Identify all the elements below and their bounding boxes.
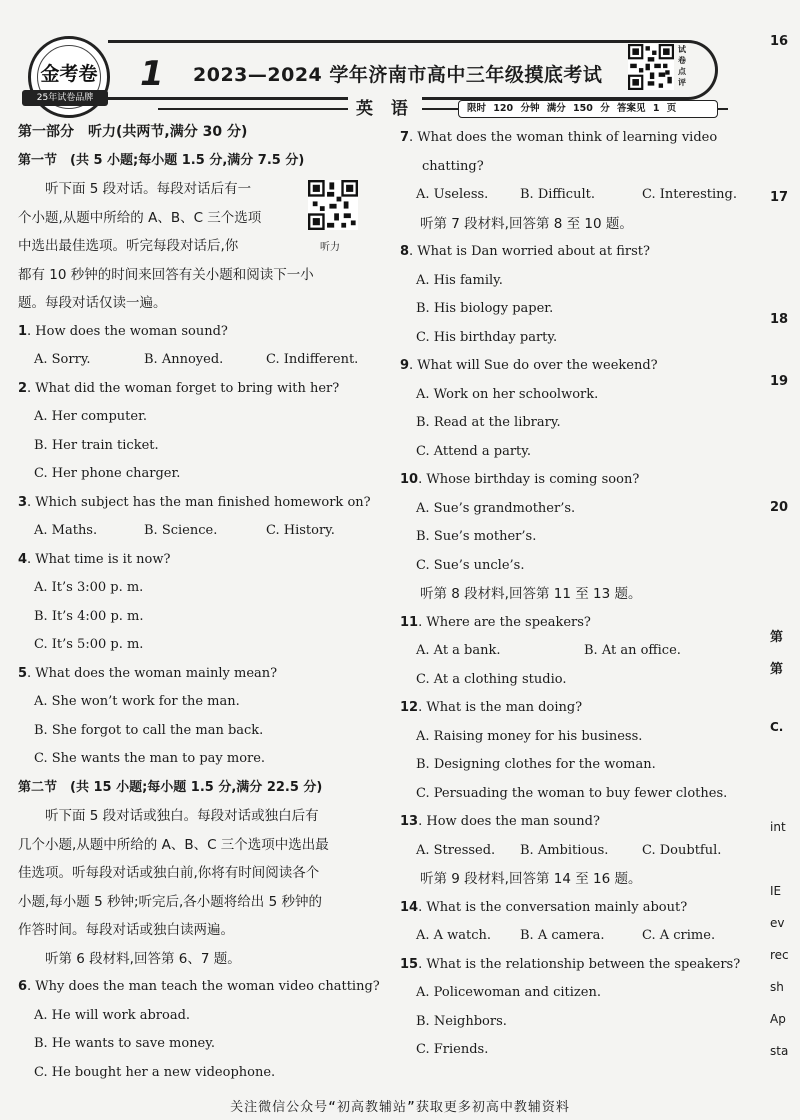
listening-instruction: 听第 9 段材料,回答第 14 至 16 题。 bbox=[420, 871, 642, 887]
listening-label: 听力 bbox=[320, 242, 340, 253]
paper-header bbox=[18, 30, 718, 120]
option[interactable]: C. Doubtful. bbox=[642, 842, 722, 858]
brand-logo-text: 金考卷 bbox=[40, 63, 98, 85]
paper-number: 1 bbox=[140, 54, 164, 94]
section2-intro-line: 作答时间。每段对话或独白读两遍。 bbox=[18, 922, 234, 938]
option[interactable]: B. Sue’s mother’s. bbox=[416, 529, 537, 544]
section1-title: 第一节 (共 5 小题;每小题 1.5 分,满分 7.5 分) bbox=[18, 152, 305, 168]
option[interactable]: C. Sue’s uncle’s. bbox=[416, 557, 525, 573]
section1-intro-line: 听下面 5 段对话。每段对话后有一 bbox=[45, 181, 252, 197]
option[interactable]: C. She wants the man to pay more. bbox=[34, 751, 266, 766]
question-3-options bbox=[18, 517, 383, 546]
option[interactable]: B. Designing clothes for the woman. bbox=[416, 757, 656, 772]
section2-intro-line: 几个小题,从题中所给的 A、B、C 三个选项中选出最 bbox=[18, 836, 329, 853]
option[interactable]: B. Annoyed. bbox=[144, 352, 224, 367]
option[interactable]: B. Science. bbox=[144, 523, 218, 538]
option[interactable]: A. Her computer. bbox=[34, 409, 147, 424]
option[interactable]: A. Useless. bbox=[416, 187, 489, 202]
option[interactable]: A. Stressed. bbox=[416, 842, 496, 858]
option[interactable]: C. Friends. bbox=[416, 1042, 489, 1057]
question-14-options bbox=[400, 922, 770, 951]
footer-notice: 关注微信公众号“初高教辅站”获取更多初高中教辅资料 bbox=[230, 1100, 570, 1115]
qr-side-text: 试卷点评 bbox=[678, 45, 686, 87]
option[interactable]: B. At an office. bbox=[584, 643, 681, 658]
option[interactable]: C. At a clothing studio. bbox=[416, 671, 567, 687]
option[interactable]: B. Read at the library. bbox=[416, 415, 561, 430]
question-1-options bbox=[18, 346, 383, 375]
section2-title: 第二节 (共 15 小题;每小题 1.5 分,满分 22.5 分) bbox=[18, 779, 323, 795]
question-13-options bbox=[400, 837, 770, 866]
option[interactable]: B. A camera. bbox=[520, 928, 605, 943]
section1-intro-line: 题。每段对话仅读一遍。 bbox=[18, 295, 167, 311]
option[interactable]: A. Work on her schoolwork. bbox=[416, 386, 599, 402]
exam-meta: 限时 120 分钟 满分 150 分 答案见 1 页 bbox=[458, 100, 718, 118]
section2-intro-line: 小题,每小题 5 秒钟;听完后,各小题将给出 5 秒钟的 bbox=[18, 893, 322, 910]
edge-question-number: 19 bbox=[770, 374, 789, 389]
listening-qr-code-icon[interactable] bbox=[308, 180, 358, 230]
option[interactable]: A. A watch. bbox=[416, 928, 492, 943]
question-10: 10. Whose birthday is coming soon? bbox=[400, 472, 640, 487]
subject-title: 英 语 bbox=[348, 94, 422, 119]
option[interactable]: A. Raising money for his business. bbox=[416, 728, 643, 744]
option[interactable]: B. He wants to save money. bbox=[34, 1036, 216, 1051]
option[interactable]: B. Ambitious. bbox=[520, 842, 609, 858]
section1-intro-line: 中选出最佳选项。听完每段对话后,你 bbox=[18, 238, 239, 254]
section1-intro-line: 个小题,从题中所给的 A、B、C 三个选项 bbox=[18, 209, 262, 226]
edge-text: sh bbox=[770, 980, 784, 994]
question-7-continued: chatting? bbox=[422, 158, 484, 174]
qr-code-icon[interactable] bbox=[628, 44, 674, 90]
question-8: 8. What is Dan worried about at first? bbox=[400, 244, 650, 259]
edge-text: 第 bbox=[770, 630, 784, 645]
edge-question-number: 20 bbox=[770, 500, 789, 515]
listening-instruction: 听第 6 段材料,回答第 6、7 题。 bbox=[45, 950, 241, 967]
option[interactable]: C. His birthday party. bbox=[416, 329, 558, 345]
question-15: 15. What is the relationship between the speakers? bbox=[400, 956, 741, 972]
edge-text: IE bbox=[770, 884, 782, 898]
option[interactable]: C. Interesting. bbox=[642, 187, 737, 202]
question-7: 7. What does the woman think of learning video bbox=[400, 130, 718, 145]
question-13: 13. How does the man sound? bbox=[400, 814, 600, 829]
option[interactable]: C. History. bbox=[266, 523, 335, 538]
question-12: 12. What is the man doing? bbox=[400, 700, 583, 715]
option[interactable]: B. His biology paper. bbox=[416, 301, 554, 316]
section2-intro-line: 听下面 5 段对话或独白。每段对话或独白后有 bbox=[45, 808, 319, 824]
option[interactable]: A. Sue’s grandmother’s. bbox=[416, 500, 576, 516]
listening-instruction: 听第 7 段材料,回答第 8 至 10 题。 bbox=[420, 215, 633, 232]
edge-text: sta bbox=[770, 1044, 789, 1058]
question-11-options bbox=[400, 637, 770, 666]
edge-text: 第 bbox=[770, 662, 784, 677]
edge-text: C. bbox=[770, 720, 784, 734]
edge-text: Ap bbox=[770, 1012, 786, 1026]
edge-question-number: 16 bbox=[770, 34, 789, 49]
right-column bbox=[400, 124, 770, 1065]
option[interactable]: C. A crime. bbox=[642, 928, 716, 943]
question-7-options bbox=[400, 181, 770, 210]
option[interactable]: B. It’s 4:00 p. m. bbox=[34, 608, 144, 624]
option[interactable]: A. At a bank. bbox=[416, 643, 501, 658]
section2-intro-line: 佳选项。听每段对话或独白前,你将有时间阅读各个 bbox=[18, 865, 320, 881]
option[interactable]: A. Maths. bbox=[34, 523, 98, 538]
section1-intro-line: 都有 10 秒钟的时间来回答有关小题和阅读下一小 bbox=[18, 266, 314, 283]
option[interactable]: C. Her phone charger. bbox=[34, 466, 181, 481]
option[interactable]: A. Sorry. bbox=[34, 352, 91, 367]
edge-question-number: 18 bbox=[770, 312, 789, 327]
edge-text: int bbox=[770, 820, 786, 834]
paper-title: 2023—2024 学年济南市高中三年级摸底考试 bbox=[193, 64, 603, 86]
option[interactable]: A. It’s 3:00 p. m. bbox=[34, 580, 144, 595]
option[interactable]: A. Policewoman and citizen. bbox=[416, 985, 601, 1000]
question-5: 5. What does the woman mainly mean? bbox=[18, 665, 278, 681]
option[interactable]: B. Difficult. bbox=[520, 187, 595, 202]
option[interactable]: B. Neighbors. bbox=[416, 1013, 507, 1029]
question-3: 3. Which subject has the man finished homework on? bbox=[18, 494, 371, 510]
option[interactable]: A. She won’t work for the man. bbox=[34, 694, 240, 709]
edge-text: rec bbox=[770, 948, 789, 962]
question-9: 9. What will Sue do over the weekend? bbox=[400, 358, 658, 373]
left-column bbox=[18, 118, 383, 1087]
option[interactable]: C. He bought her a new videophone. bbox=[34, 1064, 276, 1080]
question-4: 4. What time is it now? bbox=[18, 551, 171, 567]
question-11: 11. Where are the speakers? bbox=[400, 614, 591, 630]
option[interactable]: A. He will work abroad. bbox=[34, 1007, 191, 1023]
brand-band: 25年试卷品牌 bbox=[22, 90, 108, 106]
question-14: 14. What is the conversation mainly about? bbox=[400, 899, 688, 915]
question-2: 2. What did the woman forget to bring with her? bbox=[18, 380, 340, 396]
option[interactable]: B. Her train ticket. bbox=[34, 437, 159, 453]
question-1: 1. How does the woman sound? bbox=[18, 323, 228, 339]
option[interactable]: C. Attend a party. bbox=[416, 443, 532, 459]
edge-text: ev bbox=[770, 916, 785, 930]
option[interactable]: B. She forgot to call the man back. bbox=[34, 722, 264, 738]
part-title: 第一部分 听力(共两节,满分 30 分) bbox=[18, 124, 248, 140]
question-6: 6. Why does the man teach the woman video chatting? bbox=[18, 979, 380, 994]
edge-question-number: 17 bbox=[770, 190, 789, 205]
listening-instruction: 听第 8 段材料,回答第 11 至 13 题。 bbox=[420, 586, 642, 602]
option[interactable]: C. Persuading the woman to buy fewer clothes. bbox=[416, 785, 728, 801]
option[interactable]: A. His family. bbox=[416, 272, 503, 288]
option[interactable]: C. It’s 5:00 p. m. bbox=[34, 637, 144, 652]
option[interactable]: C. Indifferent. bbox=[266, 352, 359, 367]
